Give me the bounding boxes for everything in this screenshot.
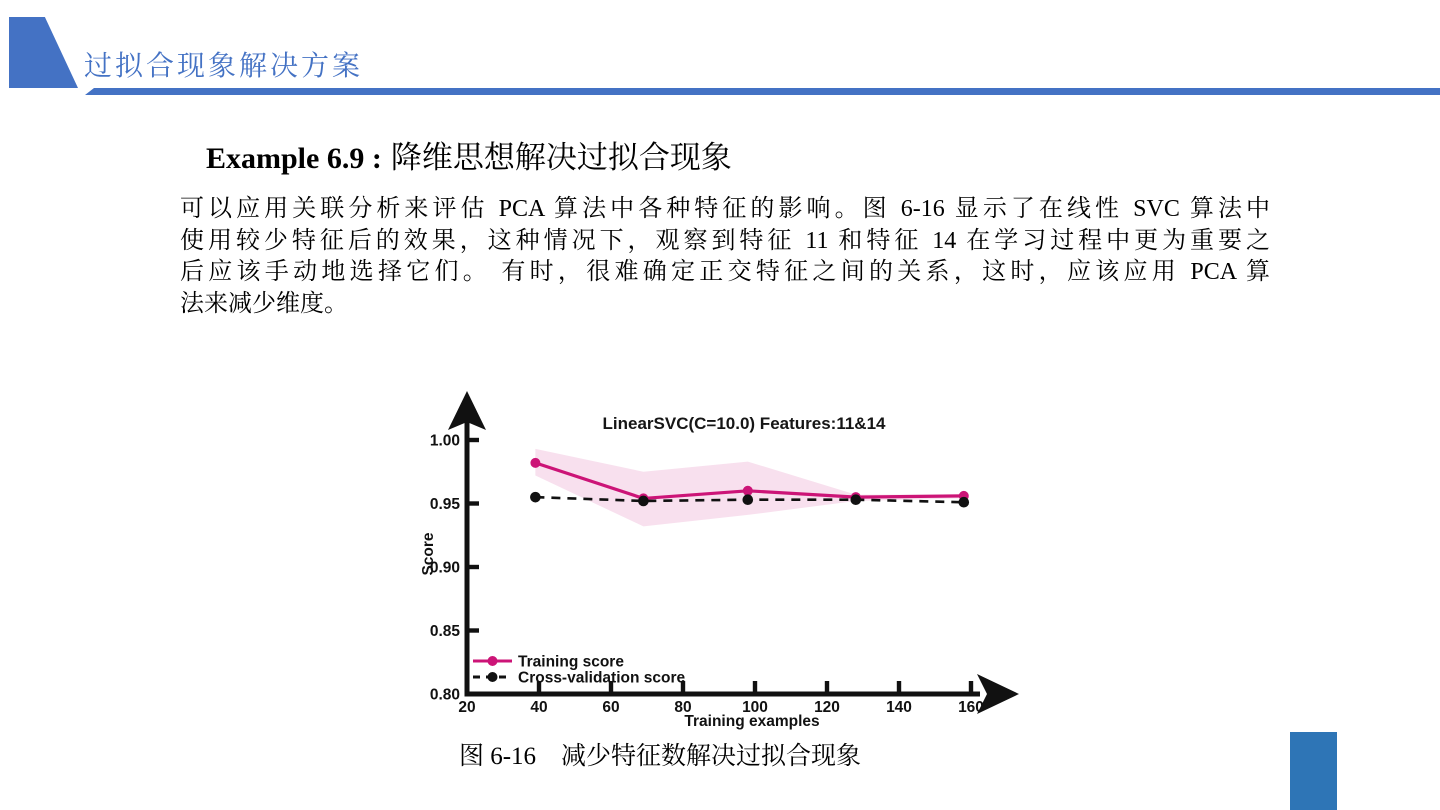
svg-text:0.95: 0.95 [429, 496, 460, 513]
example-heading-number: Example 6.9 : [206, 142, 382, 175]
figure-caption: 图 6-16 减少特征数解决过拟合现象 [458, 743, 862, 770]
svg-text:Training score: Training score [518, 653, 624, 671]
header-divider-line [85, 88, 1440, 95]
svg-text:40: 40 [530, 699, 548, 716]
svg-text:100: 100 [742, 699, 768, 716]
svg-text:120: 120 [814, 699, 840, 716]
svg-text:60: 60 [602, 699, 620, 716]
paragraph-line: 使用较少特征后的效果，这种情况下，观察到特征 11 和特征 14 在学习过程中更为重要之 [180, 227, 1270, 254]
svg-text:0.85: 0.85 [429, 623, 460, 640]
svg-text:160: 160 [958, 699, 984, 716]
svg-text:0.80: 0.80 [429, 686, 460, 704]
svg-text:0.90: 0.90 [429, 559, 460, 577]
svg-text:1.00: 1.00 [429, 432, 460, 450]
paragraph-line: 可以应用关联分析来评估 PCA 算法中各种特征的影响。图 6-16 显示了在线性 SVC 算法中 [180, 196, 1270, 222]
svg-text:80: 80 [674, 699, 692, 716]
svg-text:Score: Score [420, 532, 437, 576]
header-accent-shape [9, 17, 78, 88]
svg-text:20: 20 [458, 699, 476, 716]
svg-text:140: 140 [886, 699, 912, 716]
svg-text:Training examples: Training examples [684, 713, 820, 730]
corner-decoration [1290, 732, 1337, 810]
example-heading-text: 降维思想解决过拟合现象 [390, 140, 732, 175]
paragraph-line: 后应该手动地选择它们。 有时，很难确定正交特征之间的关系，这时，应该应用 PCA 算 [180, 259, 1270, 285]
svg-text:LinearSVC(C=10.0) Features:11&: LinearSVC(C=10.0) Features:11&14 [602, 414, 886, 433]
page-title: 过拟合现象解决方案 [84, 50, 364, 81]
example-heading [206, 132, 732, 177]
figure-learning-curve [420, 388, 1032, 740]
body-paragraph [180, 194, 1270, 320]
paragraph-line: 法来减少维度。 [180, 290, 348, 317]
learning-curve-chart [420, 388, 1032, 740]
svg-text:Cross-validation score: Cross-validation score [518, 669, 686, 687]
